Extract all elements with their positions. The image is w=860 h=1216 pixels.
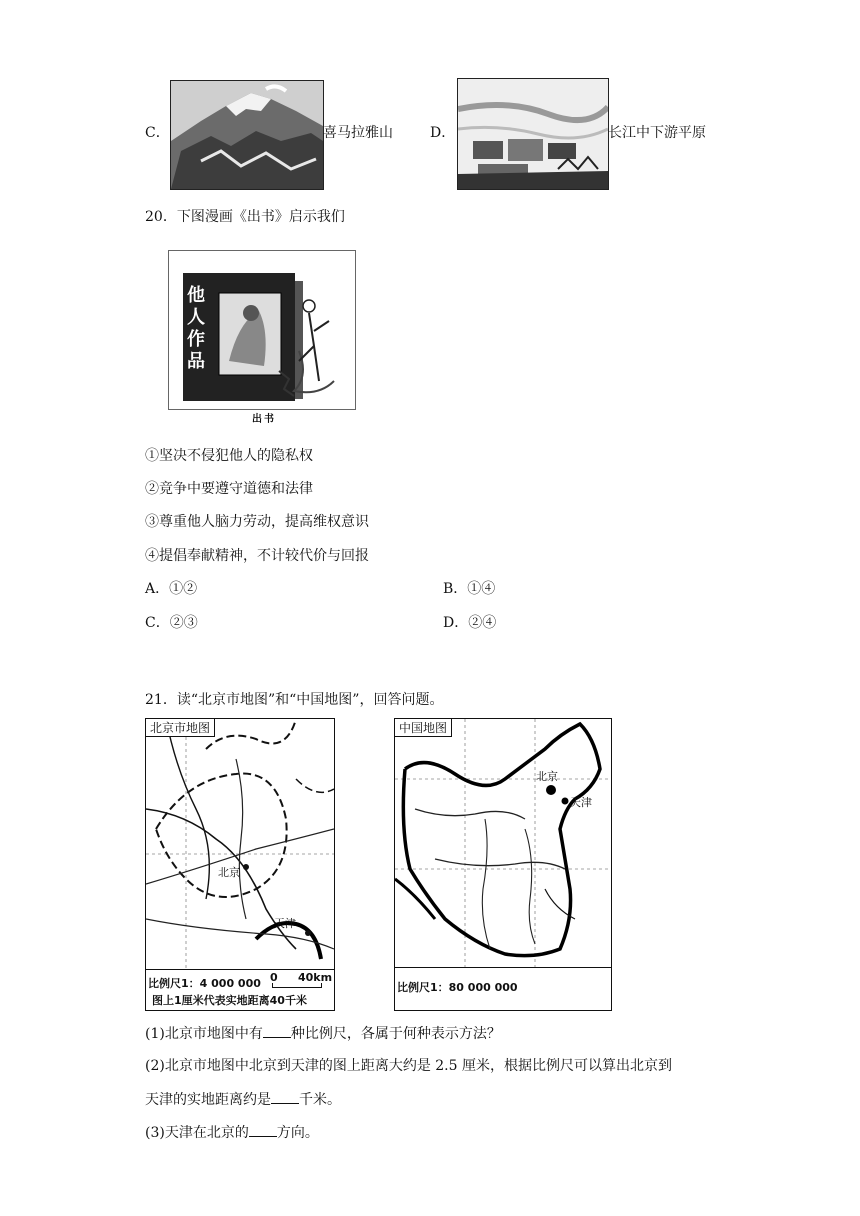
- beijing-scale-words: 图上1厘米代表实地距离40千米: [152, 994, 307, 1007]
- china-map-legend: [395, 967, 611, 1011]
- cartoon-caption: 出书: [252, 414, 276, 425]
- sub-question-1-part-b: 种比例尺，各属于何种表示方法？: [290, 1026, 501, 1042]
- answer-blank-3[interactable]: [249, 1122, 277, 1137]
- beijing-map-legend: [146, 969, 334, 1011]
- statement-4: ④提倡奉献精神，不计较代价与回报: [145, 548, 369, 564]
- yangtze-plain-photo: [457, 78, 609, 190]
- tianjin-label-china-map: 天津: [570, 796, 592, 809]
- china-map: [394, 718, 612, 1011]
- statement-2: ②竞争中要遵守道德和法律: [145, 481, 313, 497]
- sub-question-3: [145, 1122, 319, 1143]
- option-c-letter: C．: [145, 125, 170, 141]
- cartoon-book-text: 他人作品: [187, 285, 205, 372]
- statement-3: ③尊重他人脑力劳动，提高维权意识: [145, 514, 369, 530]
- option-d-caption: 长江中下游平原: [608, 125, 706, 141]
- beijing-scale-ratio: 比例尺1：4 000 000: [148, 977, 261, 990]
- china-map-title: 中国地图: [395, 719, 452, 737]
- answer-blank-1[interactable]: [263, 1023, 291, 1038]
- beijing-label-china-map: 北京: [536, 770, 558, 783]
- option-b: B．①④: [443, 581, 496, 597]
- option-a: A．①②: [145, 581, 198, 597]
- sub-question-1: [145, 1023, 501, 1044]
- himalaya-photo: [170, 80, 324, 190]
- beijing-label-city-map: 北京: [218, 866, 240, 879]
- answer-blank-2[interactable]: [271, 1089, 299, 1104]
- tianjin-label-city-map: 天津: [274, 917, 296, 930]
- option-c-caption: 喜马拉雅山: [323, 125, 393, 141]
- scale-zero: 0: [270, 971, 278, 984]
- beijing-map-title: 北京市地图: [146, 719, 215, 737]
- option-d-letter: D．: [430, 125, 456, 141]
- statement-1: ①坚决不侵犯他人的隐私权: [145, 448, 313, 464]
- sub-question-2-part-a: 天津的实地距离约是: [145, 1092, 271, 1108]
- option-c: C．②③: [145, 615, 198, 631]
- question-20-stem: 20．下图漫画《出书》启示我们: [145, 209, 345, 225]
- beijing-map: [145, 718, 335, 1011]
- scale-km: 40km: [298, 971, 333, 984]
- sub-question-2-part-b: 千米。: [299, 1092, 341, 1108]
- sub-question-1-part-a: (1)北京市地图中有: [145, 1026, 263, 1042]
- question-21-stem: 21．读“北京市地图”和“中国地图”，回答问题。: [145, 692, 444, 708]
- scale-bar: [272, 983, 322, 988]
- sub-question-3-part-a: (3)天津在北京的: [145, 1125, 249, 1141]
- cartoon-image: [168, 250, 356, 410]
- sub-question-2-line-2: [145, 1089, 341, 1110]
- sub-question-3-part-b: 方向。: [276, 1125, 319, 1141]
- option-d: D．②④: [443, 615, 497, 631]
- china-scale-ratio: 比例尺1：80 000 000: [397, 981, 518, 994]
- sub-question-2-line-1: (2)北京市地图中北京到天津的图上距离大约是 2.5 厘米，根据比例尺可以算出北京到: [145, 1058, 672, 1074]
